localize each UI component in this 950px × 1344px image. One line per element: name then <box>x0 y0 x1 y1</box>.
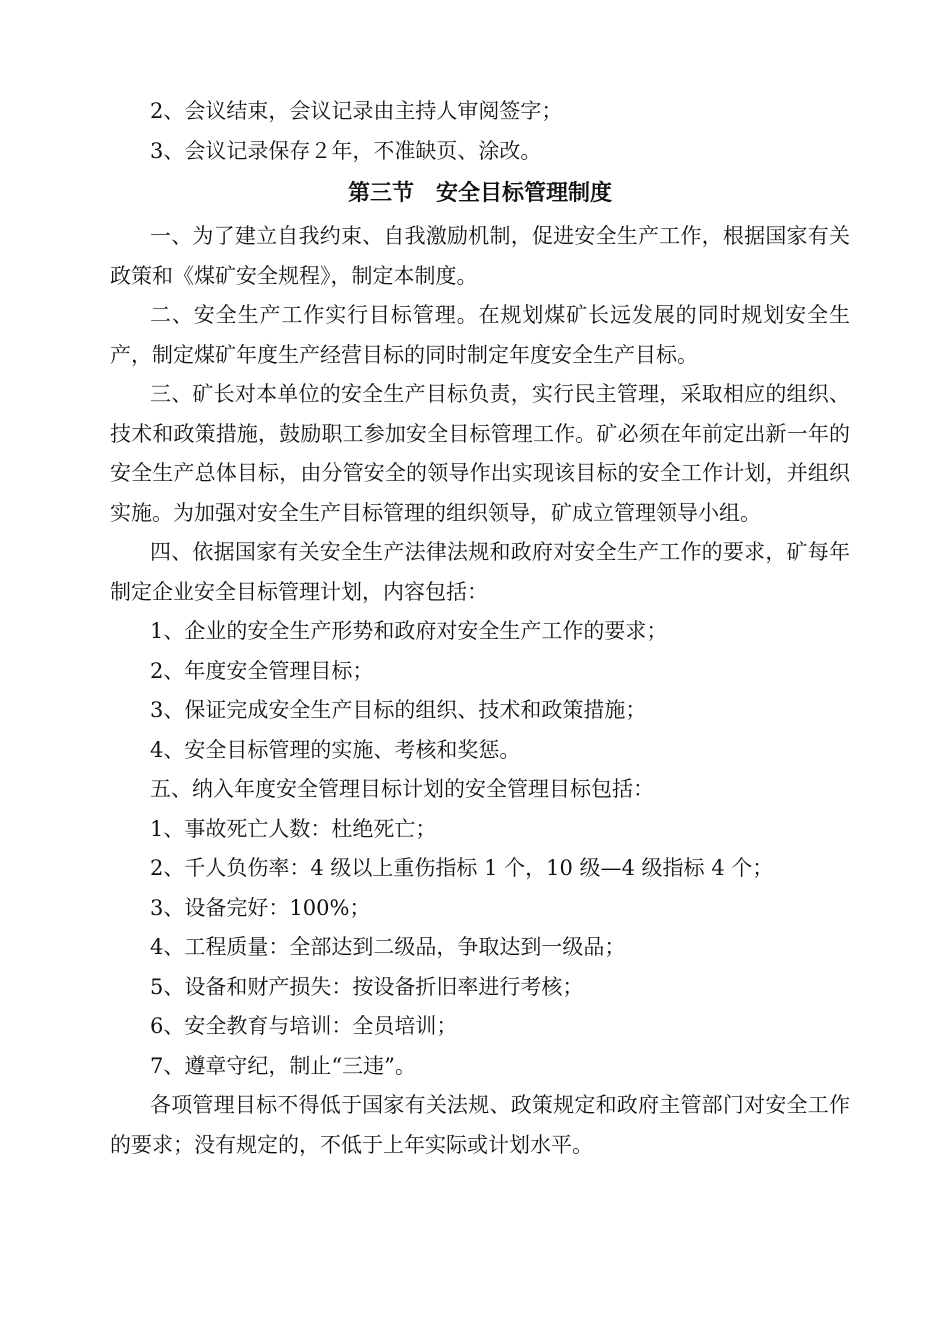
section-title: 第三节 安全目标管理制度 <box>347 181 612 206</box>
list-item: 1、企业的安全生产形势和政府对安全生产工作的要求； <box>150 619 668 643</box>
list-item: 2、会议结束，会议记录由主持人审阅签字； <box>150 99 563 123</box>
paragraph-5: 五、纳入年度安全管理目标计划的安全管理目标包括： <box>150 777 654 801</box>
paragraph-3: 三、矿长对本单位的安全生产目标负责，实行民主管理，采取相应的组织、技术和政策措施，鼓励职工参加安全目标管理工作。矿必须在年前定出新一年的安全生产总体目标，由分管安全的领导作出实现该目标的安全工作计划，并组织实施。为加强对安全生产目标管理的组织领导，矿成立管理领导小组。 <box>110 382 850 525</box>
document-body <box>110 92 850 1165</box>
list-item: 4、安全目标管理的实施、考核和奖惩。 <box>150 737 521 762</box>
list-item: 5、设备和财产损失：按设备折旧率进行考核； <box>150 974 584 999</box>
list-item: 3、设备完好：100%； <box>150 895 371 920</box>
list-item: 7、遵章守纪，制止“三违”。 <box>150 1053 416 1078</box>
list-item: 4、工程质量：全部达到二级品，争取达到一级品； <box>150 935 626 959</box>
list-item: 3、会议记录保存２年，不准缺页、涂改。 <box>150 138 542 163</box>
list-item: 1、事故死亡人数：杜绝死亡； <box>150 816 437 841</box>
list-item: 2、千人负伤率：4 级以上重伤指标 1 个，10 级—4 级指标 4 个； <box>150 856 774 880</box>
paragraph-4: 四、依据国家有关安全生产法律法规和政府对安全生产工作的要求，矿每年制定企业安全目标管理计划，内容包括： <box>110 540 850 604</box>
paragraph-1: 一、为了建立自我约束、自我激励机制，促进安全生产工作，根据国家有关政策和《煤矿安全规程》，制定本制度。 <box>110 224 850 288</box>
list-item: 6、安全教育与培训：全员培训； <box>150 1014 458 1038</box>
paragraph-2: 二、安全生产工作实行目标管理。在规划煤矿长远发展的同时规划安全生产，制定煤矿年度生产经营目标的同时制定年度安全生产目标。 <box>110 303 850 367</box>
list-item: 3、保证完成安全生产目标的组织、技术和政策措施； <box>150 698 647 722</box>
list-item: 2、年度安全管理目标； <box>150 658 374 683</box>
closing-paragraph: 各项管理目标不得低于国家有关法规、政策规定和政府主管部门对安全工作的要求；没有规定的，不低于上年实际或计划水平。 <box>110 1093 850 1157</box>
